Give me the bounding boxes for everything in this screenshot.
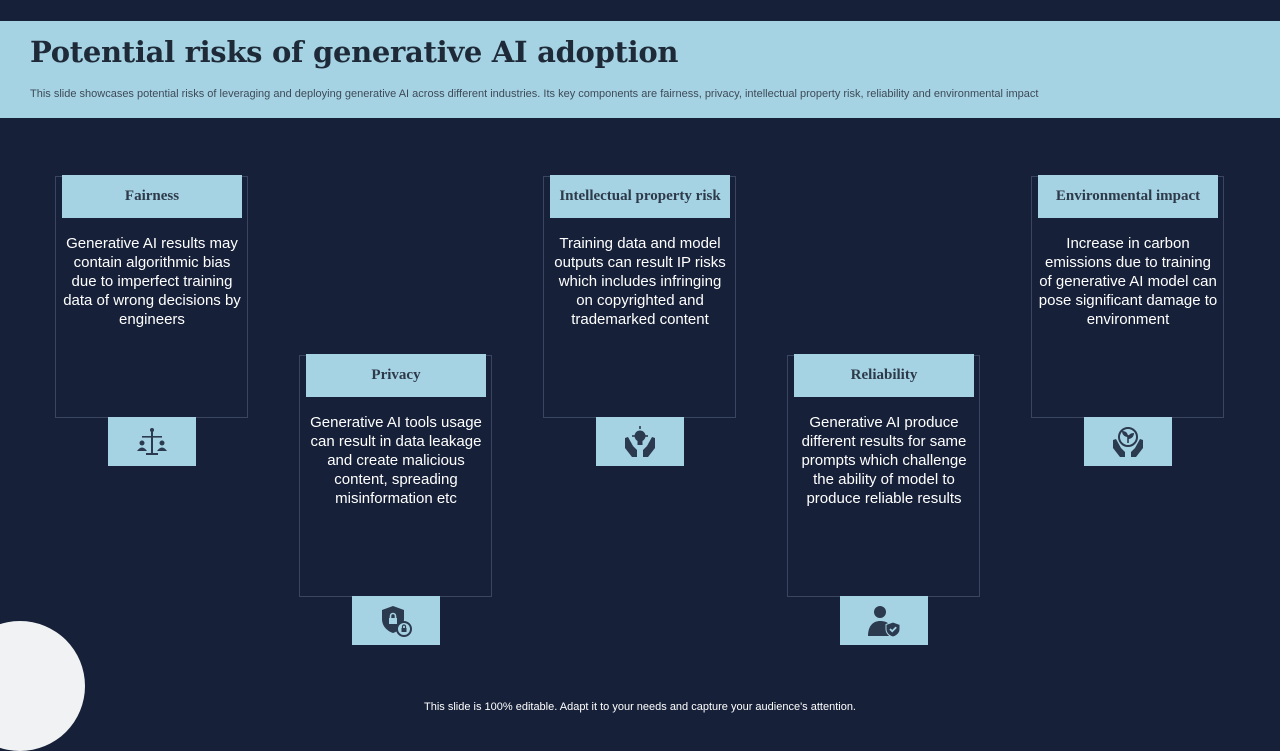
shield-lock-icon bbox=[378, 603, 414, 639]
card-body: Generative AI results may contain algorithmic bias due to imperfect training data of wrong decisions by engineers bbox=[63, 235, 241, 328]
hands-lightbulb-icon bbox=[622, 424, 658, 460]
hands-plant-icon bbox=[1110, 424, 1146, 460]
card-intellectual-property bbox=[543, 176, 736, 418]
icon-box-environmental-impact bbox=[1084, 417, 1172, 466]
card-heading: Privacy bbox=[306, 354, 486, 397]
header-banner bbox=[0, 21, 1280, 118]
decorative-circle bbox=[0, 621, 85, 751]
card-body: Generative AI tools usage can result in data leakage and create malicious content, spreading misinformation etc bbox=[310, 414, 482, 507]
icon-box-fairness bbox=[108, 417, 196, 466]
icon-box-privacy bbox=[352, 596, 440, 645]
card-body: Increase in carbon emissions due to training of generative AI model can pose significant damage to environment bbox=[1038, 235, 1218, 328]
card-environmental-impact bbox=[1031, 176, 1224, 418]
card-body: Training data and model outputs can result IP risks which includes infringing on copyrighted and trademarked content bbox=[554, 235, 726, 328]
card-body: Generative AI produce different results for same prompts which challenge the ability of model to produce reliable results bbox=[801, 414, 967, 507]
user-shield-icon bbox=[866, 603, 902, 639]
slide-title: Potential risks of generative AI adoption bbox=[30, 35, 679, 69]
footer-note: This slide is 100% editable. Adapt it to your needs and capture your audience's attention. bbox=[424, 701, 856, 713]
card-heading: Reliability bbox=[794, 354, 974, 397]
icon-box-intellectual-property bbox=[596, 417, 684, 466]
justice-scale-people-icon bbox=[134, 424, 170, 460]
icon-box-reliability bbox=[840, 596, 928, 645]
slide-subtitle: This slide showcases potential risks of leveraging and deploying generative AI across different industries. Its key components are fairness, privacy, intellectual property risk, reliability and environmental impact bbox=[30, 88, 1039, 100]
card-heading: Environmental impact bbox=[1038, 175, 1218, 218]
card-heading: Fairness bbox=[62, 175, 242, 218]
card-privacy bbox=[299, 355, 492, 597]
card-reliability bbox=[787, 355, 980, 597]
card-fairness bbox=[55, 176, 248, 418]
card-heading: Intellectual property risk bbox=[550, 175, 730, 218]
